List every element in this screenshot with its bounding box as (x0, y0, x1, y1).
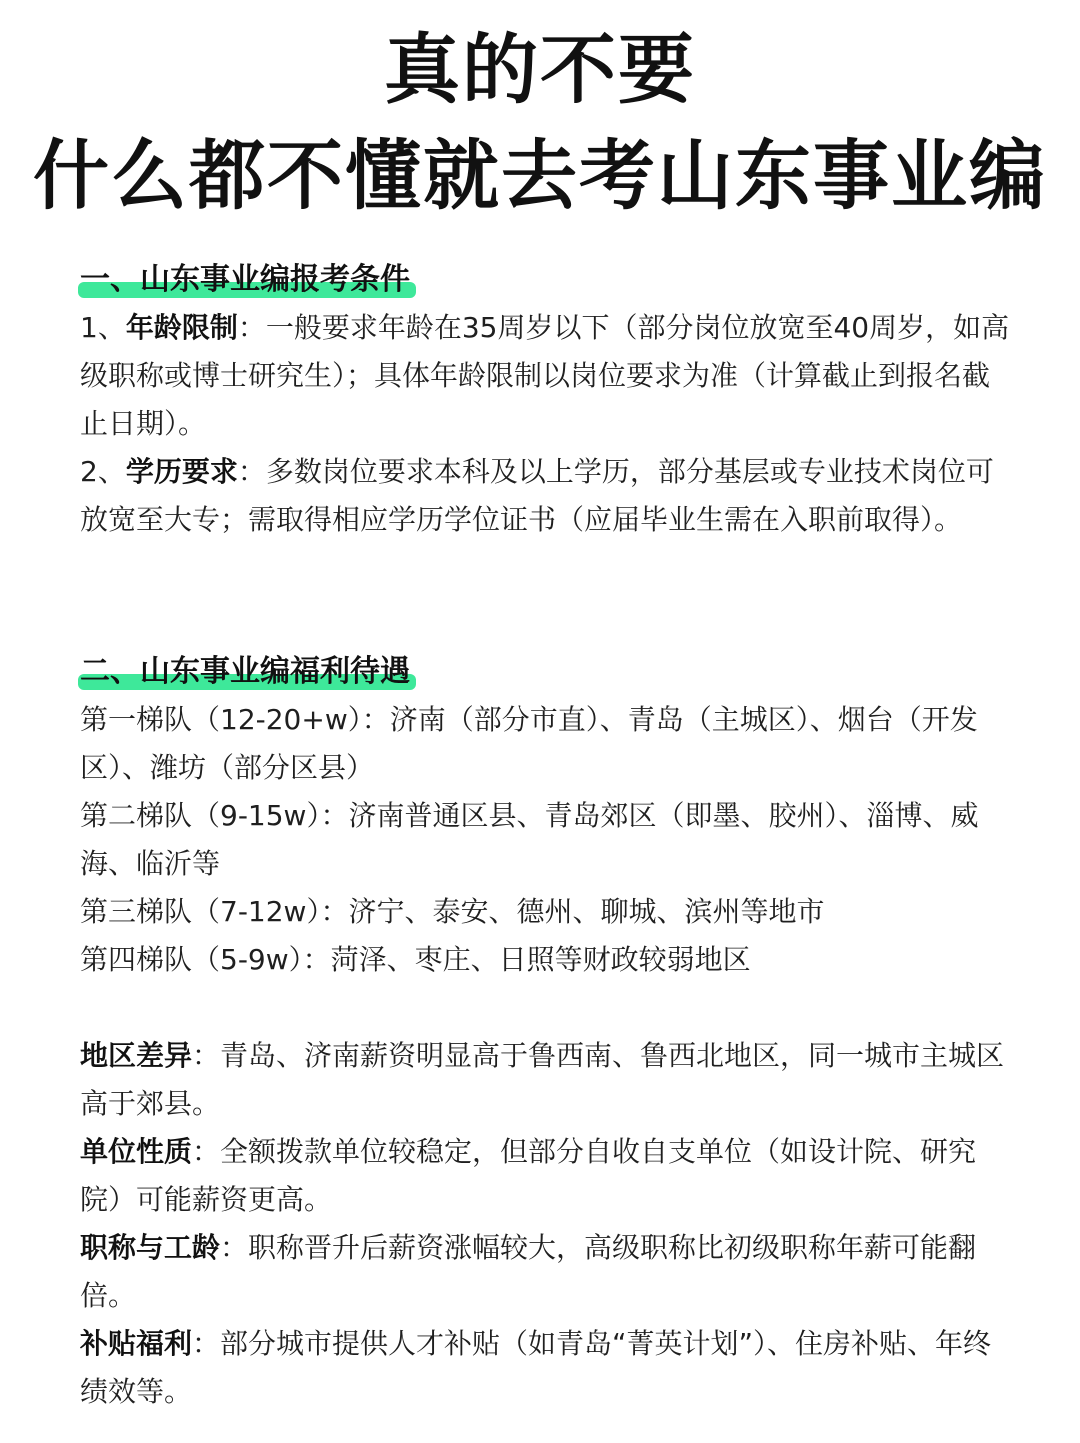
section-requirements (80, 256, 1010, 544)
requirement-age (80, 304, 1010, 448)
item-label: 补贴福利 (80, 1327, 193, 1360)
section-factors (80, 1032, 1010, 1416)
item-label: 地区差异 (80, 1039, 193, 1072)
page-title-line-2: 什么都不懂就去考山东事业编 (33, 131, 1047, 220)
salary-tier-3: 第三梯队（7-12w）：济宁、泰安、德州、聊城、滨州等地市 (80, 895, 825, 928)
item-text: ：青岛、济南薪资明显高于鲁西南、鲁西北地区，同一城市主城区高于郊县。 (80, 1039, 1005, 1120)
salary-tier-4: 第四梯队（5-9w）：菏泽、枣庄、日照等财政较弱地区 (80, 943, 751, 976)
item-label: 学历要求 (125, 455, 238, 488)
section-heading-requirements (80, 258, 414, 302)
item-text: ：一般要求年龄在35周岁以下（部分岗位放宽至40周岁，如高级职称或博士研究生）；具体年龄限制以岗位要求为准（计算截止到报名截止日期）。 (80, 311, 1010, 440)
page-title-line-1: 真的不要 (384, 25, 696, 114)
item-label: 年龄限制 (125, 311, 238, 344)
factor-subsidy (80, 1320, 1010, 1416)
section-heading-text: 二、山东事业编福利待遇 (80, 654, 410, 689)
item-label: 单位性质 (80, 1135, 193, 1168)
item-prefix: 2、 (80, 455, 126, 488)
salary-tier-1: 第一梯队（12-20+w）：济南（部分市直）、青岛（主城区）、烟台（开发区）、潍坊（部分区县） (80, 703, 978, 784)
salary-tier-2: 第二梯队（9-15w）：济南普通区县、青岛郊区（即墨、胶州）、淄博、威海、临沂等 (80, 799, 979, 880)
item-text: ：多数岗位要求本科及以上学历，部分基层或专业技术岗位可放宽至大专；需取得相应学历学位证书（应届毕业生需在入职前取得）。 (80, 455, 994, 536)
section-heading-text: 一、山东事业编报考条件 (80, 262, 410, 297)
item-label: 职称与工龄 (80, 1231, 221, 1264)
factor-region (80, 1032, 1010, 1128)
section-benefits (80, 648, 1010, 984)
requirement-education (80, 448, 1010, 544)
factor-title-seniority (80, 1224, 1010, 1320)
item-prefix: 1、 (80, 311, 126, 344)
item-text: ：部分城市提供人才补贴（如青岛“菁英计划”）、住房补贴、年终绩效等。 (80, 1327, 992, 1408)
item-text: ：全额拨款单位较稳定，但部分自收自支单位（如设计院、研究院）可能薪资更高。 (80, 1135, 977, 1216)
item-text: ：职称晋升后薪资涨幅较大，高级职称比初级职称年薪可能翻倍。 (80, 1231, 977, 1312)
section-heading-benefits (80, 650, 414, 694)
factor-unit-type (80, 1128, 1010, 1224)
